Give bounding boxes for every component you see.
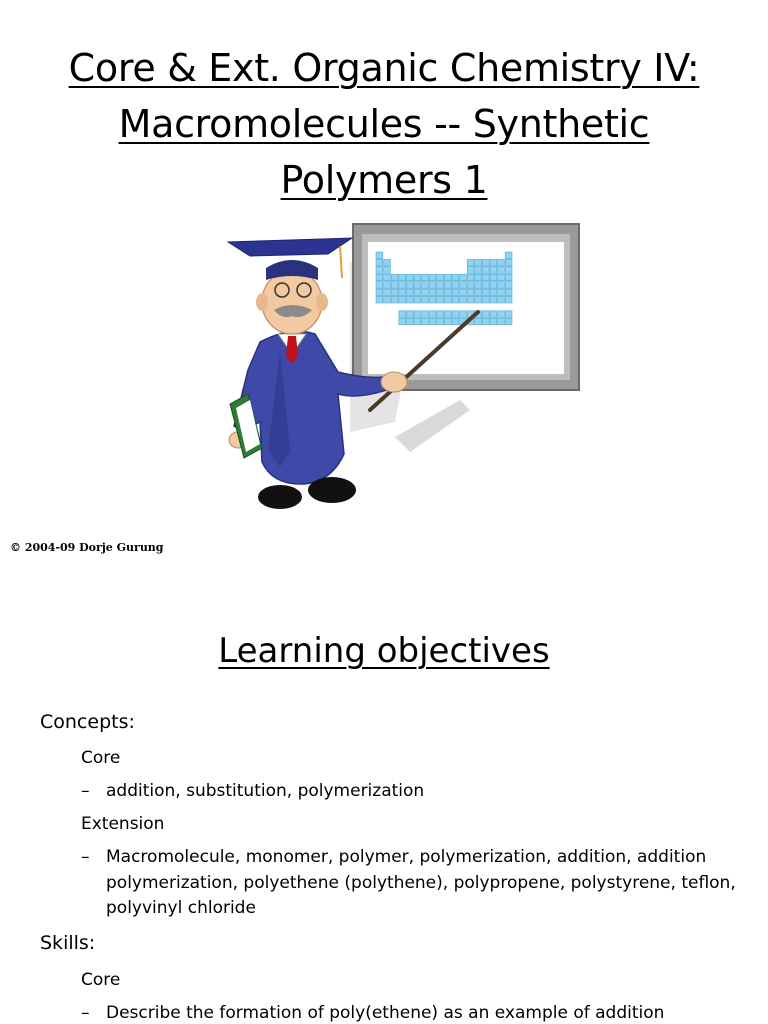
professor-clipart-image: [220, 222, 590, 522]
periodic-table-cell: [422, 282, 429, 289]
periodic-table-cell: [384, 296, 391, 303]
periodic-table-cell: [384, 282, 391, 289]
periodic-table-cell: [505, 296, 512, 303]
bullet-text: Describe the formation of poly(ethene) as an example of addition: [106, 1003, 665, 1023]
periodic-table-cell: [505, 252, 512, 259]
periodic-table-cell: [505, 267, 512, 274]
periodic-table-cell: [452, 311, 459, 318]
periodic-table-cell: [505, 311, 512, 318]
periodic-table-cell: [490, 259, 497, 266]
periodic-table-cell: [475, 296, 482, 303]
periodic-table-cell: [452, 296, 459, 303]
concepts-core-label: Core: [81, 748, 121, 768]
periodic-table-cell: [399, 311, 406, 318]
periodic-table-cell: [505, 274, 512, 281]
periodic-table-cell: [391, 289, 398, 296]
periodic-table-cell: [414, 274, 421, 281]
periodic-table-cell: [391, 282, 398, 289]
periodic-table-cell: [467, 282, 474, 289]
periodic-table-cell: [490, 296, 497, 303]
bullet-dash: –: [81, 781, 90, 801]
concepts-label: Concepts:: [40, 711, 135, 733]
periodic-table-cell: [482, 296, 489, 303]
periodic-table-cell: [498, 318, 505, 325]
concepts-extension-label: Extension: [81, 814, 165, 834]
periodic-table-cell: [482, 318, 489, 325]
periodic-table-cell: [490, 274, 497, 281]
periodic-table-cell: [437, 311, 444, 318]
periodic-table-cell: [444, 282, 451, 289]
periodic-table-cell: [414, 289, 421, 296]
copyright-notice: © 2004-09 Dorje Gurung: [10, 541, 164, 554]
periodic-table-cell: [498, 259, 505, 266]
periodic-table-cell: [460, 289, 467, 296]
periodic-table-cell: [498, 274, 505, 281]
skills-label: Skills:: [40, 932, 96, 954]
periodic-table-cell: [414, 318, 421, 325]
periodic-table-cell: [406, 311, 413, 318]
periodic-table-cell: [452, 289, 459, 296]
periodic-table-cell: [429, 274, 436, 281]
periodic-table-cell: [422, 296, 429, 303]
bullet-text: addition, substitution, polymerization: [106, 781, 425, 801]
periodic-table-cell: [482, 282, 489, 289]
periodic-table-cell: [475, 267, 482, 274]
periodic-table-cell: [376, 267, 383, 274]
periodic-table-cell: [505, 289, 512, 296]
periodic-table-cell: [376, 296, 383, 303]
periodic-table-cell: [444, 311, 451, 318]
periodic-table-cell: [498, 282, 505, 289]
periodic-table-cell: [444, 318, 451, 325]
periodic-table-cell: [399, 274, 406, 281]
periodic-table-cell: [429, 289, 436, 296]
periodic-table-cell: [467, 289, 474, 296]
periodic-table-cell: [391, 296, 398, 303]
periodic-table-cell: [444, 289, 451, 296]
periodic-table-cell: [498, 267, 505, 274]
periodic-table-cell: [422, 311, 429, 318]
periodic-table-cell: [376, 252, 383, 259]
slide-title-line-2: Macromolecules -- Synthetic: [118, 102, 650, 146]
periodic-table-cell: [444, 296, 451, 303]
periodic-table-cell: [460, 296, 467, 303]
skills-core-label: Core: [81, 970, 121, 990]
periodic-table-cell: [444, 274, 451, 281]
periodic-table-cell: [437, 318, 444, 325]
periodic-table-cell: [422, 274, 429, 281]
periodic-table-cell: [482, 311, 489, 318]
periodic-table-cell: [460, 282, 467, 289]
periodic-table-cell: [391, 274, 398, 281]
periodic-table-cell: [429, 318, 436, 325]
periodic-table-cell: [437, 274, 444, 281]
concepts-extension-bullet: [81, 845, 741, 922]
periodic-table-cell: [482, 274, 489, 281]
periodic-table-cell: [482, 259, 489, 266]
periodic-table-cell: [429, 282, 436, 289]
periodic-table-cell: [399, 296, 406, 303]
periodic-table-cell: [498, 289, 505, 296]
periodic-table-cell: [475, 282, 482, 289]
periodic-table-cell: [414, 282, 421, 289]
learning-objectives-title: Learning objectives: [218, 631, 550, 671]
periodic-table-cell: [505, 318, 512, 325]
periodic-table-cell: [384, 267, 391, 274]
periodic-table-cell: [490, 282, 497, 289]
periodic-table-cell: [505, 282, 512, 289]
periodic-table-cell: [498, 311, 505, 318]
periodic-table-cell: [482, 267, 489, 274]
periodic-table-cell: [422, 289, 429, 296]
periodic-table-cell: [490, 311, 497, 318]
periodic-table-cell: [467, 274, 474, 281]
periodic-table-cell: [467, 267, 474, 274]
periodic-table-cell: [406, 289, 413, 296]
periodic-table-cell: [437, 296, 444, 303]
periodic-table-cell: [460, 311, 467, 318]
periodic-table-cell: [452, 318, 459, 325]
periodic-table-cell: [406, 296, 413, 303]
periodic-table-cell: [376, 289, 383, 296]
skills-core-bullet: [81, 1001, 741, 1024]
slide-title-line-1: Core & Ext. Organic Chemistry IV:: [68, 46, 700, 90]
periodic-table-cell: [475, 274, 482, 281]
periodic-table-cell: [384, 289, 391, 296]
periodic-table-cell: [406, 282, 413, 289]
concepts-core-bullet: [81, 779, 741, 805]
periodic-table-cell: [452, 274, 459, 281]
periodic-table-cell: [414, 296, 421, 303]
periodic-table-cell: [399, 282, 406, 289]
periodic-table-cell: [498, 296, 505, 303]
periodic-table-cell: [406, 318, 413, 325]
periodic-table-cell: [490, 267, 497, 274]
periodic-table-cell: [475, 289, 482, 296]
bullet-dash: –: [81, 1003, 90, 1023]
periodic-table-cell: [384, 259, 391, 266]
periodic-table-cell: [429, 311, 436, 318]
periodic-table-cell: [490, 289, 497, 296]
periodic-table-cell: [505, 259, 512, 266]
periodic-table-cell: [376, 274, 383, 281]
periodic-table-cell: [437, 282, 444, 289]
periodic-table-cell: [399, 289, 406, 296]
periodic-table-cell: [467, 259, 474, 266]
periodic-table-cell: [422, 318, 429, 325]
slide-title: [0, 40, 768, 208]
periodic-table-cell: [376, 282, 383, 289]
bullet-dash: –: [81, 847, 90, 867]
periodic-table-cell: [482, 289, 489, 296]
periodic-table-cell: [460, 274, 467, 281]
periodic-table-cell: [376, 259, 383, 266]
periodic-table-cell: [399, 318, 406, 325]
bullet-text: Macromolecule, monomer, polymer, polymerization, addition, addition polymerization, polyethene (polythene), polypropene, polystyrene, teflon, polyvinyl chloride: [106, 847, 736, 918]
periodic-table-cell: [475, 318, 482, 325]
periodic-table-cell: [475, 259, 482, 266]
slide-title-line-3: Polymers 1: [280, 158, 488, 202]
periodic-table-cell: [437, 289, 444, 296]
periodic-table-cell: [467, 296, 474, 303]
periodic-table-cell: [414, 311, 421, 318]
periodic-table-cell: [490, 318, 497, 325]
periodic-table-cell: [429, 296, 436, 303]
periodic-table-cell: [384, 274, 391, 281]
periodic-table-cell: [452, 282, 459, 289]
periodic-table-cell: [406, 274, 413, 281]
